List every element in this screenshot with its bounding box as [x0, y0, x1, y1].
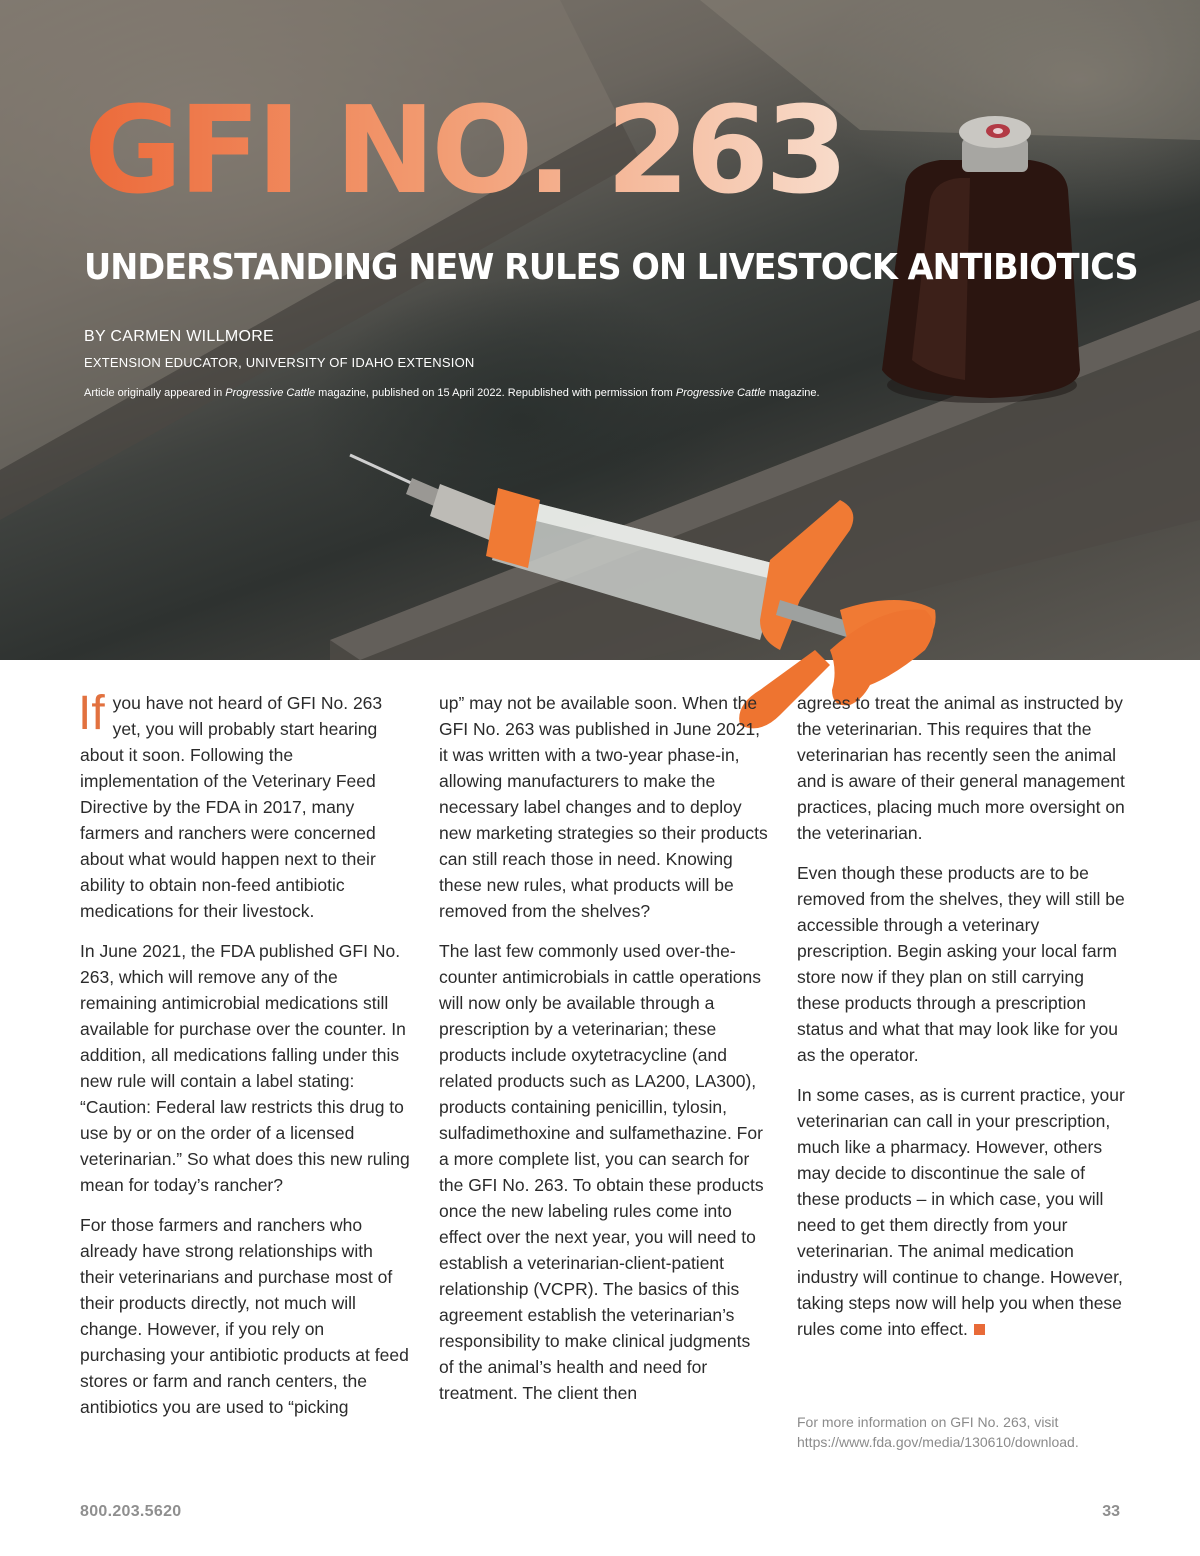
- credit-suffix: magazine.: [765, 387, 820, 399]
- paragraph-text: In some cases, as is current practice, your veterinarian can call in your prescription, much like a pharmacy. However, others may decide to discontinue the sale of these products – in which case, you will need to get them directly from your veterinarian. The animal medication industry will continue to change. However, taking steps now will help you when these rules come into effect.: [797, 1085, 1125, 1339]
- paragraph: agrees to treat the animal as instructed by the veterinarian. This requires that the veterinarian has recently seen the animal and is aware of their general management practices, placing much more oversight on the veterinarian.: [797, 693, 1125, 843]
- paragraph: The last few commonly used over-the-counter antimicrobials in cattle operations will now only be available through a prescription by a veterinarian; these products include oxytetracycline (and related products such as LA200, LA300), products containing penicillin, tylosin, sulfadimethoxine and sulfamethazine. For a more complete list, you can search for the GFI No. 263. To obtain these products once the new labeling rules come into effect over the next year, you will need to establish a veterinarian-client-patient relationship (VCPR). The basics of this agreement establish the veterinarian’s responsibility to make clinical judgments of the animal’s health and need for treatment. The client then: [439, 941, 764, 1403]
- article-column-2: [439, 690, 769, 1420]
- credit-magazine: Progressive Cattle: [225, 387, 316, 399]
- footer-phone: 800.203.5620: [80, 1503, 182, 1520]
- paragraph: [797, 1082, 1127, 1342]
- article-column-1: [78, 687, 410, 1434]
- paragraph: For those farmers and ranchers who already have strong relationships with their veterinarians and purchase most of their products directly, not much will change. However, if you rely on purchasing your antibiotic products at feed stores or farm and ranch centers, the antibiotics you are used to “picking: [80, 1215, 409, 1417]
- paragraph-text: you have not heard of GFI No. 263 yet, you will probably start hearing about it soon. Following the implementation of the Veterinary Feed Directive by the FDA in 2017, many farmers and ranchers were concerned about what would happen next to their ability to obtain non-feed antibiotic medications for their livestock.: [80, 693, 383, 921]
- page-title: GFI NO. 263: [84, 82, 845, 221]
- credit-prefix: Article originally appeared in: [84, 387, 226, 399]
- drop-cap: If: [78, 687, 105, 740]
- more-info-note: For more information on GFI No. 263, visit https://www.fda.gov/media/130610/download.: [797, 1414, 1079, 1450]
- page-subtitle: UNDERSTANDING NEW RULES ON LIVESTOCK ANTIBIOTICS: [84, 247, 1138, 288]
- paragraph: [78, 687, 410, 924]
- paragraph: up” may not be available soon. When the GFI No. 263 was published in June 2021, it was written with a two-year phase-in, allowing manufacturers to make the necessary label changes and to deploy new marketing strategies so their products can still reach those in need. Knowing these new rules, what products will be removed from the shelves?: [439, 693, 768, 921]
- credit-middle: magazine, published on 15 April 2022. Republished with permission from: [315, 387, 676, 399]
- publication-credit: [84, 387, 820, 399]
- author-byline: BY CARMEN WILLMORE: [84, 328, 275, 345]
- end-of-article-mark: [974, 1324, 985, 1335]
- author-role: EXTENSION EDUCATOR, UNIVERSITY OF IDAHO EXTENSION: [84, 355, 475, 370]
- page-number: 33: [1102, 1503, 1120, 1520]
- hero-photo: [0, 0, 1200, 660]
- article-column-3: [797, 690, 1127, 1356]
- paragraph: Even though these products are to be removed from the shelves, they will still be accessible through a veterinary prescription. Begin asking your local farm store now if they plan on still carrying these products through a prescription status and what that may look like for you as the operator.: [797, 863, 1125, 1065]
- credit-magazine-2: Progressive Cattle: [675, 387, 766, 399]
- paragraph: In June 2021, the FDA published GFI No. 263, which will remove any of the remaining antimicrobial medications still available for purchase over the counter. In addition, all medications falling under this new rule will contain a label stating: “Caution: Federal law restricts this drug to use by or on the order of a licensed veterinarian.” So what does this new ruling mean for today’s rancher?: [80, 941, 410, 1195]
